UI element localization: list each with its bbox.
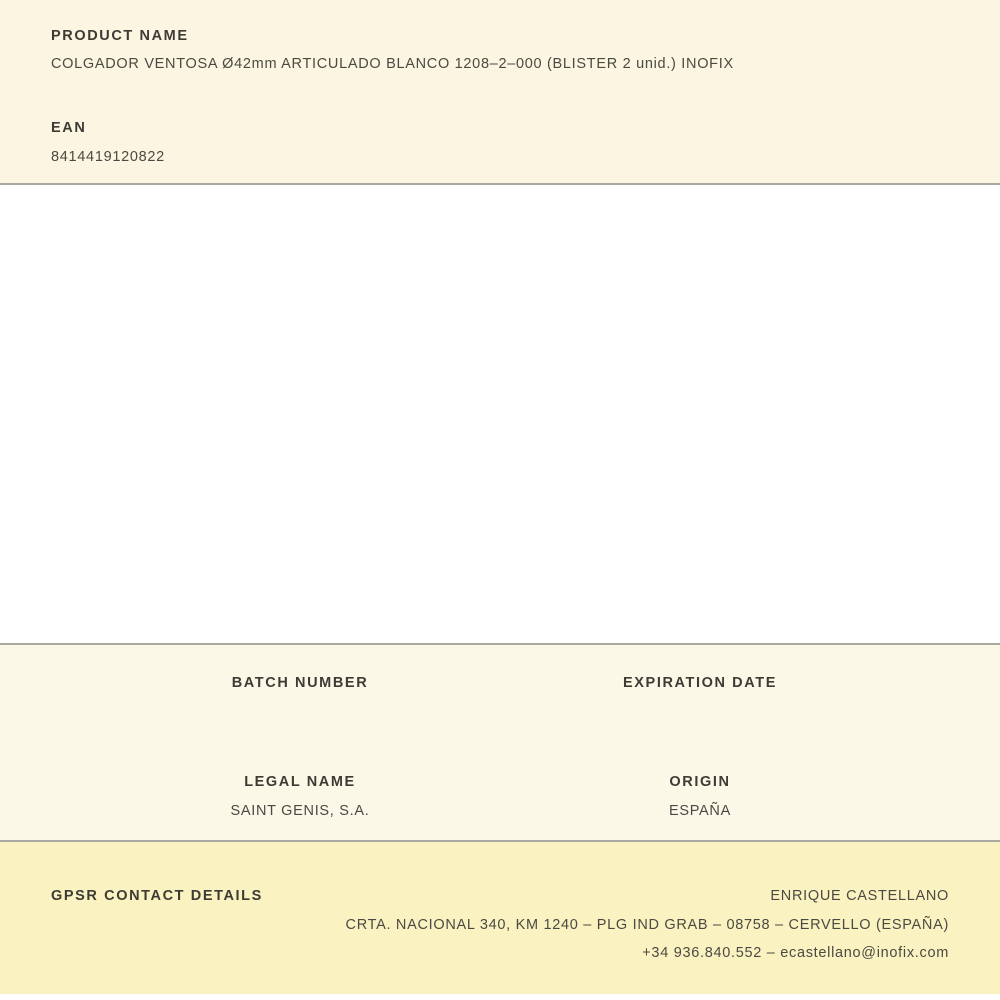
origin-field [500,773,900,821]
legal-name-label: LEGAL NAME [244,774,356,790]
batch-origin-section [0,643,1000,840]
gpsr-contact-details [263,882,949,968]
contact-name: ENRIQUE CASTELLANO [770,888,949,904]
legal-name-field [100,773,500,821]
gpsr-contact-label: GPSR CONTACT DETAILS [51,888,263,904]
batch-number-label: BATCH NUMBER [231,675,369,691]
expiration-date-field [500,674,900,703]
product-name-field [51,0,949,74]
blank-image-area [0,185,1000,643]
gpsr-contact-section [0,840,1000,994]
legal-origin-row [100,703,900,821]
origin-value: ESPAÑA [669,803,731,819]
product-name-label: PRODUCT NAME [51,28,189,44]
product-name-value: COLGADOR VENTOSA Ø42mm ARTICULADO BLANCO 1208–2–000 (BLISTER 2 unid.) INOFIX [51,56,734,72]
origin-label: ORIGIN [669,774,731,790]
batch-expiration-row [100,645,900,703]
ean-field [51,119,949,167]
product-info-section [0,0,1000,185]
gpsr-contact-row [51,882,949,968]
contact-phone-email: +34 936.840.552 – ecastellano@inofix.com [642,945,949,961]
contact-address: CRTA. NACIONAL 340, KM 1240 – PLG IND GRAB – 08758 – CERVELLO (ESPAÑA) [345,916,949,933]
ean-label: EAN [51,120,87,136]
batch-number-field [100,674,500,703]
expiration-date-label: EXPIRATION DATE [623,675,777,691]
legal-name-value: SAINT GENIS, S.A. [230,803,370,819]
ean-value: 8414419120822 [51,149,165,165]
